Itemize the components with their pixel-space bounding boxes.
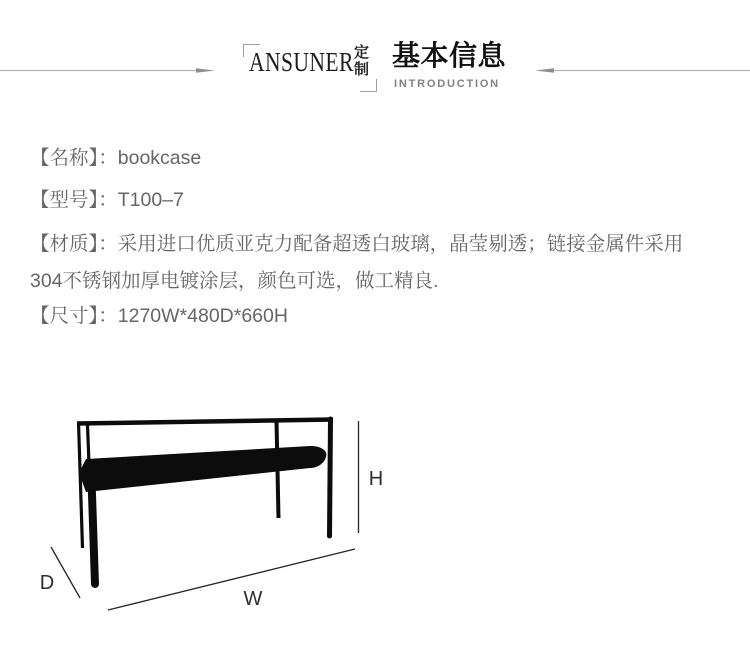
bench-leg-front-right — [330, 419, 331, 536]
depth-label: D — [39, 572, 55, 594]
bench-leg-front-left — [92, 480, 96, 584]
width-label: W — [243, 588, 263, 610]
bench-leg-rear-right — [277, 421, 279, 518]
spec-size: 【尺寸】：1270W*480D*660H — [30, 305, 288, 327]
header-rule-left — [0, 66, 216, 75]
bench-top-rail — [77, 420, 333, 424]
header-rule-right — [534, 66, 750, 75]
bench-leg-back-left — [79, 422, 83, 548]
spec-name: 【名称】：bookcase — [30, 147, 202, 169]
spec-model: 【型号】：T100–7 — [30, 189, 184, 211]
brand-suffix-char-1: 定 — [354, 44, 370, 61]
arrow-right-icon — [196, 68, 215, 73]
bench-drawing — [30, 388, 400, 638]
bench-leg-front-left-upper — [88, 425, 90, 464]
brand-suffix-char-2: 制 — [354, 61, 370, 78]
height-label: H — [368, 468, 384, 490]
width-dimension-line — [108, 549, 355, 610]
brand-suffix — [354, 44, 369, 78]
logo-corner-bracket-bottom-right — [360, 79, 377, 92]
arrow-left-icon — [535, 68, 554, 73]
section-subtitle: INTRODUCTION — [394, 78, 500, 90]
section-title: 基本信息 — [392, 40, 507, 71]
depth-dimension-line — [51, 547, 80, 598]
bench-seat — [79, 446, 326, 492]
brand-name: ANSUNER — [249, 47, 354, 77]
spec-material-line-1: 【材质】：采用进口优质亚克力配备超透白玻璃，晶莹剔透；链接金属件采用 — [30, 233, 684, 255]
spec-material-line-2: 304不锈钢加厚电镀涂层，颜色可选，做工精良. — [30, 270, 439, 292]
